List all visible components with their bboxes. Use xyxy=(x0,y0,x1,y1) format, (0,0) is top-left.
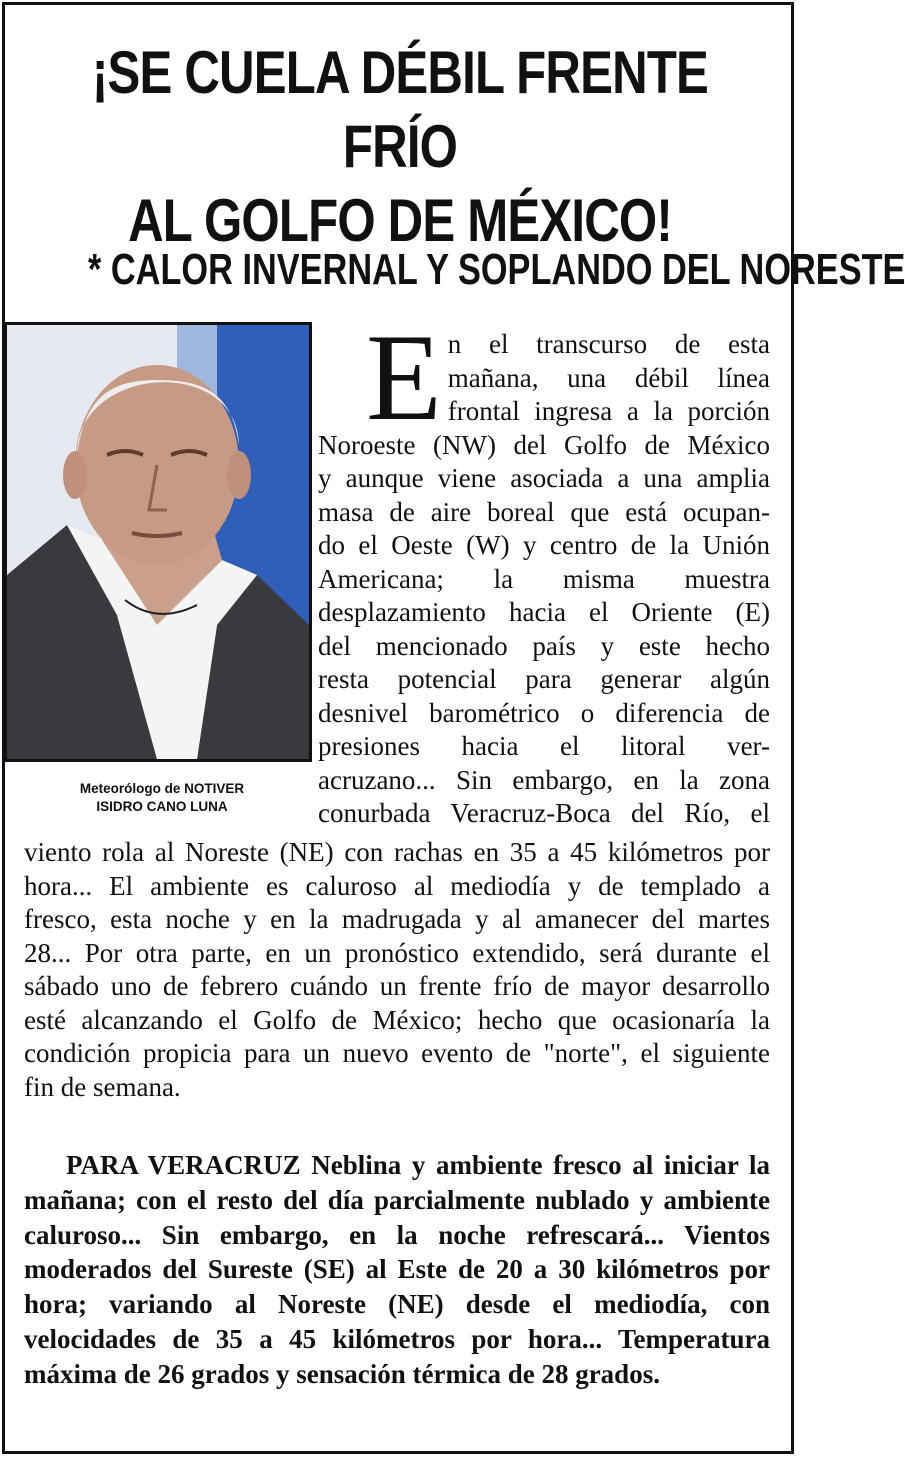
body-line: frontal ingresa a la porción xyxy=(447,396,770,426)
portrait-illustration xyxy=(7,325,309,759)
body-line: condición propicia para un nuevo evento de "norte", el siguiente xyxy=(24,1038,770,1068)
body-line: Noroeste (NW) del Golfo de México xyxy=(318,429,770,460)
headline xyxy=(72,36,728,258)
body-line: n el transcurso de esta xyxy=(447,329,770,359)
body-line: viento rola al Noreste (NE) con rachas en 35 a 45 kilómetros por xyxy=(24,837,770,867)
body-line: conurbada Veracruz-Boca del Río, el xyxy=(318,798,770,828)
article-body-column xyxy=(318,309,770,831)
body-line: hora... El ambiente es caluroso al mediodía y de templado a xyxy=(24,870,770,901)
body-line: 28... Por otra parte, en un pronóstico extendido, será durante el xyxy=(24,937,770,968)
body-line: do el Oeste (W) y centro de la Unión xyxy=(318,530,770,560)
body-line: resta potencial para generar algún xyxy=(318,664,770,694)
body-line: sábado uno de febrero cuándo un frente frío de mayor desarrollo xyxy=(24,971,770,1001)
photo-caption xyxy=(20,780,304,816)
body-line: fresco, esta noche y en la madrugada y al amanecer del martes xyxy=(24,904,770,934)
drop-cap: E xyxy=(366,309,442,446)
caption-line-1: Meteorólogo de NOTIVER xyxy=(79,781,245,796)
caption-line-2: ISIDRO CANO LUNA xyxy=(96,799,228,814)
headline-line-2: AL GOLFO DE MÉXICO! xyxy=(128,187,672,254)
body-line: acruzano... Sin embargo, en la zona xyxy=(318,764,770,795)
body-line: presiones hacia el litoral ver- xyxy=(318,731,770,761)
body-line: masa de aire boreal que está ocupan- xyxy=(318,496,770,527)
body-line: esté alcanzando el Golfo de México; hecho que ocasionaría la xyxy=(24,1004,770,1035)
meteorologist-photo xyxy=(4,322,312,762)
body-line: Americana; la misma muestra xyxy=(318,563,770,594)
forecast-lead: PARA VERACRUZ xyxy=(66,1150,301,1180)
body-line: fin de semana. xyxy=(24,1071,181,1102)
body-line: desnivel barométrico o diferencia de xyxy=(318,697,770,728)
article-body-full xyxy=(24,836,770,1104)
forecast-text: Neblina y ambiente fresco al iniciar la mañana; con el resto del día parcialmente nublado y ambiente caluroso... Sin embargo, en la noche refrescará... Vientos moderados del Sureste (SE) al Este de 20 a 30 kilómetros por hora; variando al Noreste (NE) desde el mediodía, con velocidades de 35 a 45 kilómetros por hora... Temperatura máxima de 26 grados y sensación térmica de 28 grados. xyxy=(24,1150,771,1389)
veracruz-forecast xyxy=(24,1148,770,1392)
body-line: mañana, una débil línea xyxy=(447,362,770,393)
body-line: del mencionado país y este hecho xyxy=(318,630,770,661)
headline-line-1: ¡SE CUELA DÉBIL FRENTE FRÍO xyxy=(91,39,709,180)
subheadline: * CALOR INVERNAL Y SOPLANDO DEL NORESTE xyxy=(88,245,905,294)
body-line: desplazamiento hacia el Oriente (E) xyxy=(318,597,770,627)
body-line: y aunque viene asociada a una amplia xyxy=(318,463,770,493)
